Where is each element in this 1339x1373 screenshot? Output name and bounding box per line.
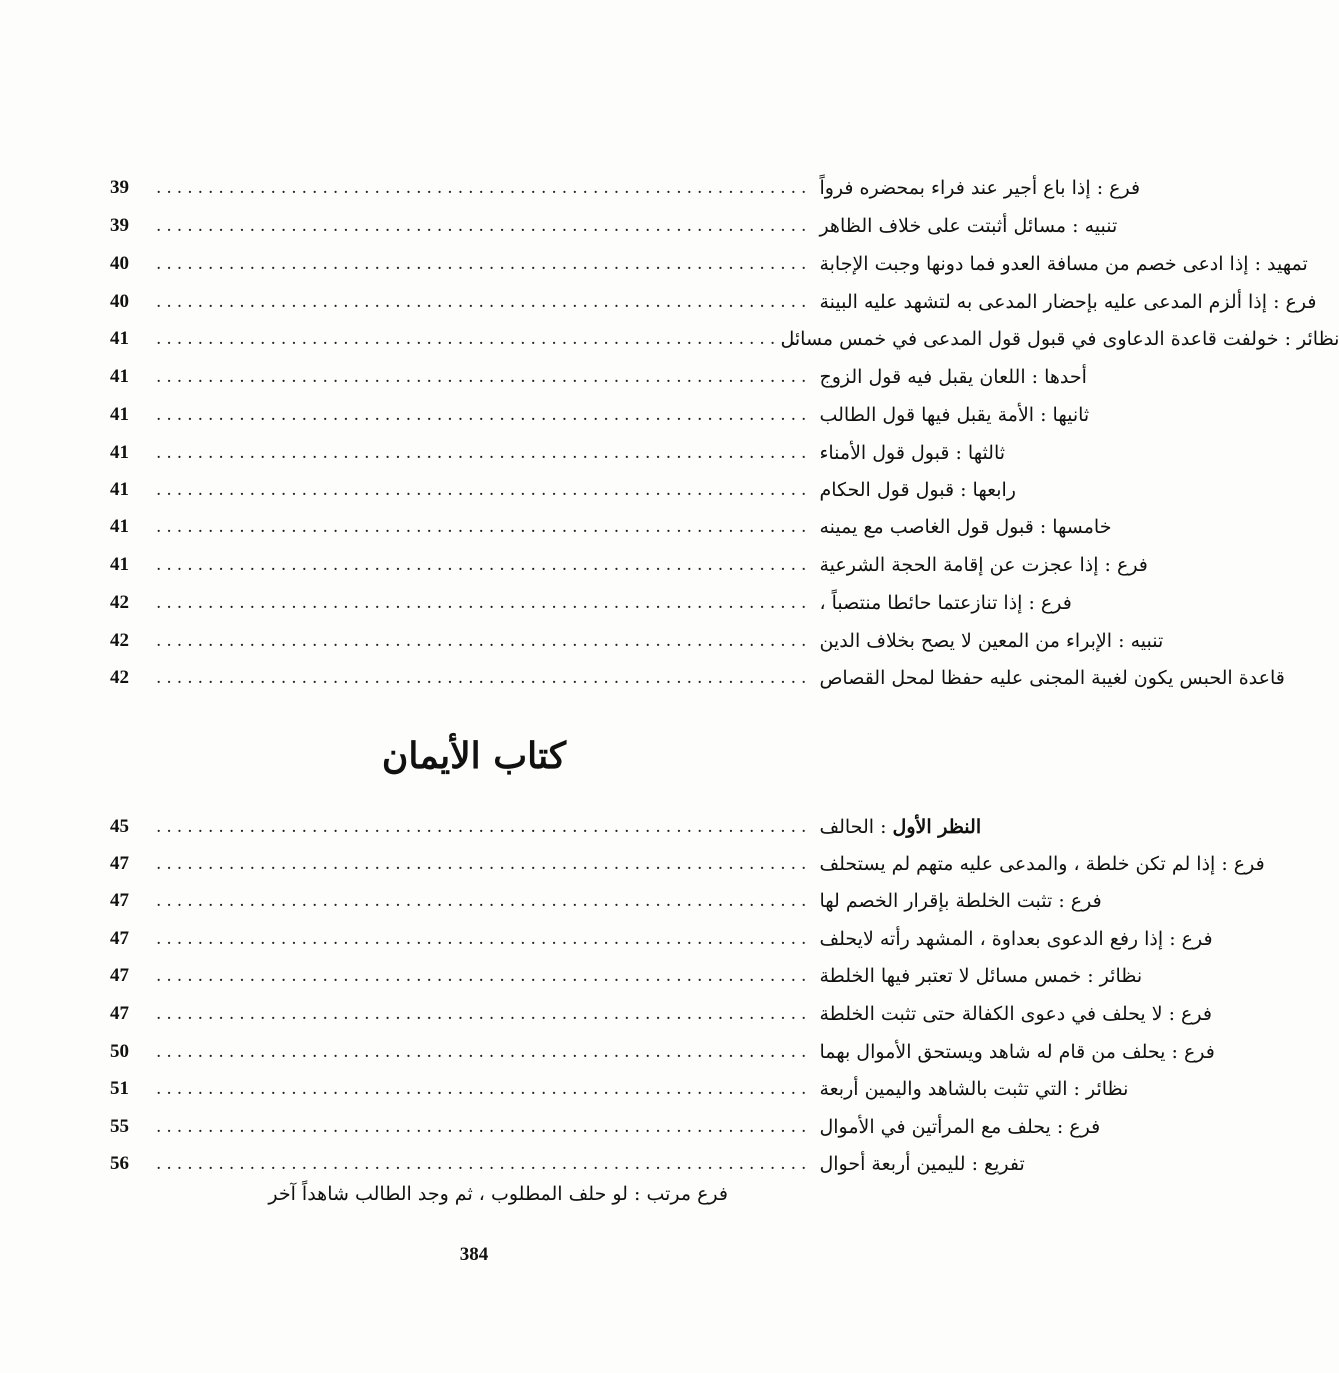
- toc-entry: [110, 283, 1317, 320]
- leader-dots: ...............................................................: [156, 291, 812, 312]
- toc-page-number: 55: [110, 1115, 129, 1137]
- toc-entry: [110, 471, 1016, 508]
- toc-page-number: 51: [110, 1077, 129, 1099]
- toc-page-number: 47: [110, 852, 129, 874]
- toc-entry: [110, 1033, 1215, 1070]
- leader-dots: ...............................................................: [156, 554, 812, 575]
- leader-dots: ...............................................................: [156, 630, 812, 651]
- toc-entry: [110, 245, 1308, 282]
- toc-entry-text: ثالثها : قبول قول الأمناء: [819, 441, 1006, 464]
- leader-dots: ...............................................................: [156, 928, 812, 949]
- toc-page-number: 39: [110, 214, 129, 236]
- toc-entry-text: فرع : إذا تنازعتما حائطا منتصباً ،: [819, 591, 1072, 614]
- toc-entry: [110, 659, 1285, 696]
- toc-entry-text: فرع : تثبت الخلطة بإقرار الخصم لها: [819, 889, 1102, 912]
- leader-dots: ...............................................................: [156, 1153, 812, 1174]
- page-number: 384: [459, 1244, 489, 1265]
- leader-dots: ...............................................................: [156, 1003, 812, 1024]
- toc-entry: [110, 622, 1164, 659]
- toc-entry-text: تنبيه : الإبراء من المعين لا يصح بخلاف الدين: [819, 629, 1164, 652]
- toc-entry-text: تمهيد : إذا ادعى خصم من مسافة العدو فما دونها وجبت الإجابة: [819, 252, 1308, 275]
- toc-entry-text: خامسها : قبول قول الغاصب مع يمينه: [819, 515, 1112, 538]
- leader-dots: ...............................................................: [156, 479, 812, 500]
- leader-dots: ...............................................................: [156, 177, 812, 198]
- leader-dots: ...............................................................: [156, 253, 812, 274]
- toc-entry-text: رابعها : قبول قول الحكام: [819, 478, 1016, 501]
- toc-page-number: 42: [110, 591, 129, 613]
- toc-entry-text: أحدها : اللعان يقبل فيه قول الزوج: [819, 365, 1087, 388]
- toc-page-number: 41: [110, 403, 129, 425]
- leader-dots: ...............................................................: [156, 215, 812, 236]
- toc-entry: [110, 808, 982, 845]
- toc-page-number: 42: [110, 629, 129, 651]
- toc-entry: [110, 434, 1006, 471]
- toc-page-number: 41: [110, 478, 129, 500]
- leader-dots: ...............................................................: [156, 890, 812, 911]
- leader-dots: ...............................................................: [156, 328, 812, 349]
- toc-entry: [110, 1070, 1129, 1107]
- toc-entry-text: تفريع : لليمين أربعة أحوال: [819, 1152, 1025, 1175]
- leader-dots: ...............................................................: [156, 404, 812, 425]
- toc-page-number: 47: [110, 964, 129, 986]
- leader-dots: ...............................................................: [156, 592, 812, 613]
- toc-entry: [110, 957, 1143, 994]
- leader-dots: ...............................................................: [156, 366, 812, 387]
- toc-entry: [110, 508, 1112, 545]
- toc-entry-bold-lead: النظر الأول: [892, 815, 982, 838]
- toc-entry: [110, 1145, 1025, 1182]
- leader-dots: ...............................................................: [156, 1116, 812, 1137]
- toc-page-number: 50: [110, 1040, 129, 1062]
- toc-entry-text: فرع : إذا رفع الدعوى بعداوة ، المشهد رأته لايحلف: [819, 927, 1213, 950]
- toc-entry-rest: : الحالف: [819, 815, 893, 838]
- toc-entry-text: [819, 816, 981, 838]
- toc-page-number: 41: [110, 441, 129, 463]
- leader-dots: ...............................................................: [156, 853, 812, 874]
- toc-entry-text: ثانيها : الأمة يقبل فيها قول الطالب: [819, 403, 1090, 426]
- toc-entry: [110, 207, 1118, 244]
- toc-page-number: 47: [110, 1002, 129, 1024]
- toc-entry-text: نظائر : خمس مسائل لا تعتبر فيها الخلطة: [819, 964, 1143, 987]
- toc-page-number: 42: [110, 666, 129, 688]
- leader-dots: ...............................................................: [156, 965, 812, 986]
- toc-entry-text: فرع : إذا ألزم المدعى عليه بإحضار المدعى به لتشهد عليه البينة: [819, 290, 1317, 313]
- toc-entry: [110, 845, 1265, 882]
- leader-dots: ...............................................................: [156, 1041, 812, 1062]
- toc-entry: [110, 169, 1141, 206]
- toc-entry: [110, 358, 1087, 395]
- toc-entry: [110, 920, 1213, 957]
- toc-page-number: 40: [110, 252, 129, 274]
- toc-page-number: 56: [110, 1152, 129, 1174]
- toc-entry-text: فرع : إذا عجزت عن إقامة الحجة الشرعية: [819, 553, 1148, 576]
- leader-dots: ...............................................................: [156, 516, 812, 537]
- leader-dots: ...............................................................: [156, 442, 812, 463]
- toc-page-number: 41: [110, 553, 129, 575]
- toc-entry-text: تنبيه : مسائل أثبتت على خلاف الظاهر: [819, 214, 1118, 237]
- toc-entry: [110, 546, 1148, 583]
- toc-entry-text: فرع : يحلف من قام له شاهد ويستحق الأموال بهما: [819, 1040, 1215, 1063]
- toc-page-number: 40: [110, 290, 129, 312]
- toc-entry: [110, 320, 1339, 357]
- toc-page-number: 41: [110, 515, 129, 537]
- toc-entry: [110, 1108, 1101, 1145]
- toc-page-number: 39: [110, 176, 129, 198]
- toc-page-number: 41: [110, 365, 129, 387]
- leader-dots: ...............................................................: [156, 1078, 812, 1099]
- toc-page-number: 41: [110, 327, 129, 349]
- toc-entry-text: نظائر : التي تثبت بالشاهد واليمين أربعة: [819, 1077, 1129, 1100]
- leader-dots: ...............................................................: [156, 816, 812, 837]
- toc-entry-text: فرع : إذا باع أجير عند فراء بمحضره فرواً: [819, 176, 1141, 199]
- toc-page-number: 47: [110, 889, 129, 911]
- toc-page-number: 47: [110, 927, 129, 949]
- toc-entry-text: نظائر : خولفت قاعدة الدعاوى في قبول قول المدعى في خمس مسائل: [780, 327, 1339, 350]
- toc-entry-text: فرع : يحلف مع المرأتين في الأموال: [819, 1115, 1101, 1138]
- toc-entry-text: فرع : إذا لم تكن خلطة ، والمدعى عليه متهم لم يستحلف: [819, 852, 1265, 875]
- toc-entry: [110, 584, 1072, 621]
- toc-page-number: 45: [110, 815, 129, 837]
- toc-entry: [110, 995, 1212, 1032]
- toc-entry-text: فرع : لا يحلف في دعوى الكفالة حتى تثبت الخلطة: [819, 1002, 1212, 1025]
- toc-entry-continued: فرع مرتب : لو حلف المطلوب ، ثم وجد الطالب شاهداً آخر: [268, 1183, 728, 1205]
- toc-entry: [110, 396, 1090, 433]
- section-heading: كتاب الأيمان: [381, 735, 567, 777]
- toc-entry-text: قاعدة الحبس يكون لغيبة المجنى عليه حفظا لمحل القصاص: [819, 666, 1285, 689]
- leader-dots: ...............................................................: [156, 667, 812, 688]
- toc-entry: [110, 882, 1102, 919]
